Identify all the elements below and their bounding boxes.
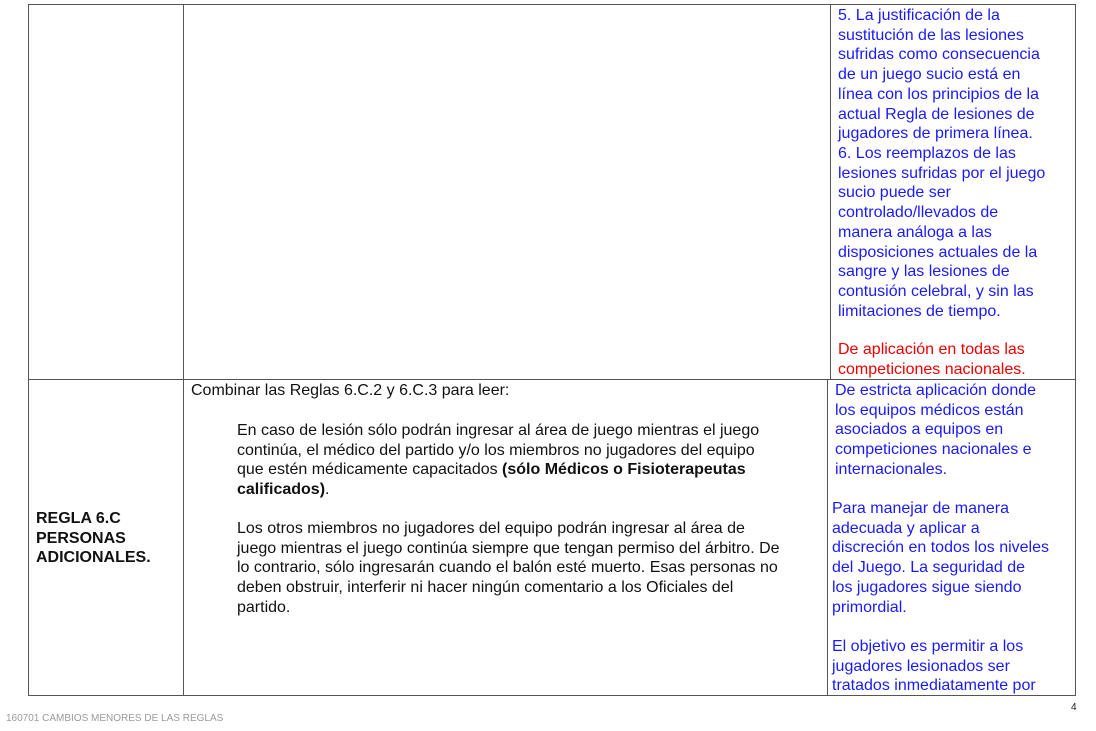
point-5-text: 5. La justificación de la sustitución de las lesiones sufridas como consecuencia de un juego sucio está en línea con los principios de la actual Regla de lesiones de jugadores de primera línea. — [838, 7, 1040, 143]
rule-title: REGLA 6.C PERSONAS ADICIONALES. — [36, 510, 151, 567]
paragraph-1-end: . — [325, 481, 330, 499]
column-divider-1 — [183, 4, 184, 696]
rule-intro: Combinar las Reglas 6.C.2 y 6.C.3 para leer: — [191, 382, 510, 399]
rule-paragraph-1 — [237, 421, 827, 500]
footer-doc-code: 160701 CAMBIOS MENORES DE LAS REGLAS — [6, 713, 224, 724]
row1-col3-cell — [832, 5, 1074, 379]
column-divider-2a — [830, 4, 831, 379]
paragraph-1-bold: (sólo Médicos o Fisioterapeutas calificados) — [237, 461, 746, 499]
objective-text: El objetivo es permitir a los jugadores lesionados ser tratados inmediatamente por — [832, 638, 1036, 695]
row2-col3-cell — [828, 380, 1074, 695]
table-border-bottom — [28, 695, 1076, 696]
manage-text: Para manejar de manera adecuada y aplicar a discreción en todos los niveles del Juego. La seguridad de los jugadores sigue siendo primordial. — [832, 500, 1050, 616]
table-border-right — [1075, 4, 1076, 696]
application-note: De aplicación en todas las competiciones nacionales. — [838, 341, 1026, 378]
page-number: 4 — [1071, 702, 1077, 713]
paragraph-1-text: En caso de lesión sólo podrán ingresar al área de juego mientras el juego continúa, el médico del partido y/o los miembros no jugadores del equipo que estén médicamente capacitados — [237, 422, 760, 479]
table-border-left — [28, 4, 29, 696]
point-6-text: 6. Los reemplazos de las lesiones sufridas por el juego sucio puede ser controlado/llevados de manera análoga a las disposiciones actuales de la sangre y las lesiones de contusión celebral, y sin las limitaciones de tiempo. — [838, 145, 1046, 320]
rule-paragraph-2: Los otros miembros no jugadores del equipo podrán ingresar al área de juego mientras el juego continúa siempre que tengan permiso del árbitro. De lo contrario, sólo ingresarán cuando el balón esté muerto. Esas personas no deben obstruir, interferir ni hacer ningún comentario a los Oficiales del partido. — [237, 520, 780, 616]
strict-application-text: De estricta aplicación donde los equipos médicos están asociados a equipos en competiciones nacionales e internacionales. — [835, 382, 1037, 478]
